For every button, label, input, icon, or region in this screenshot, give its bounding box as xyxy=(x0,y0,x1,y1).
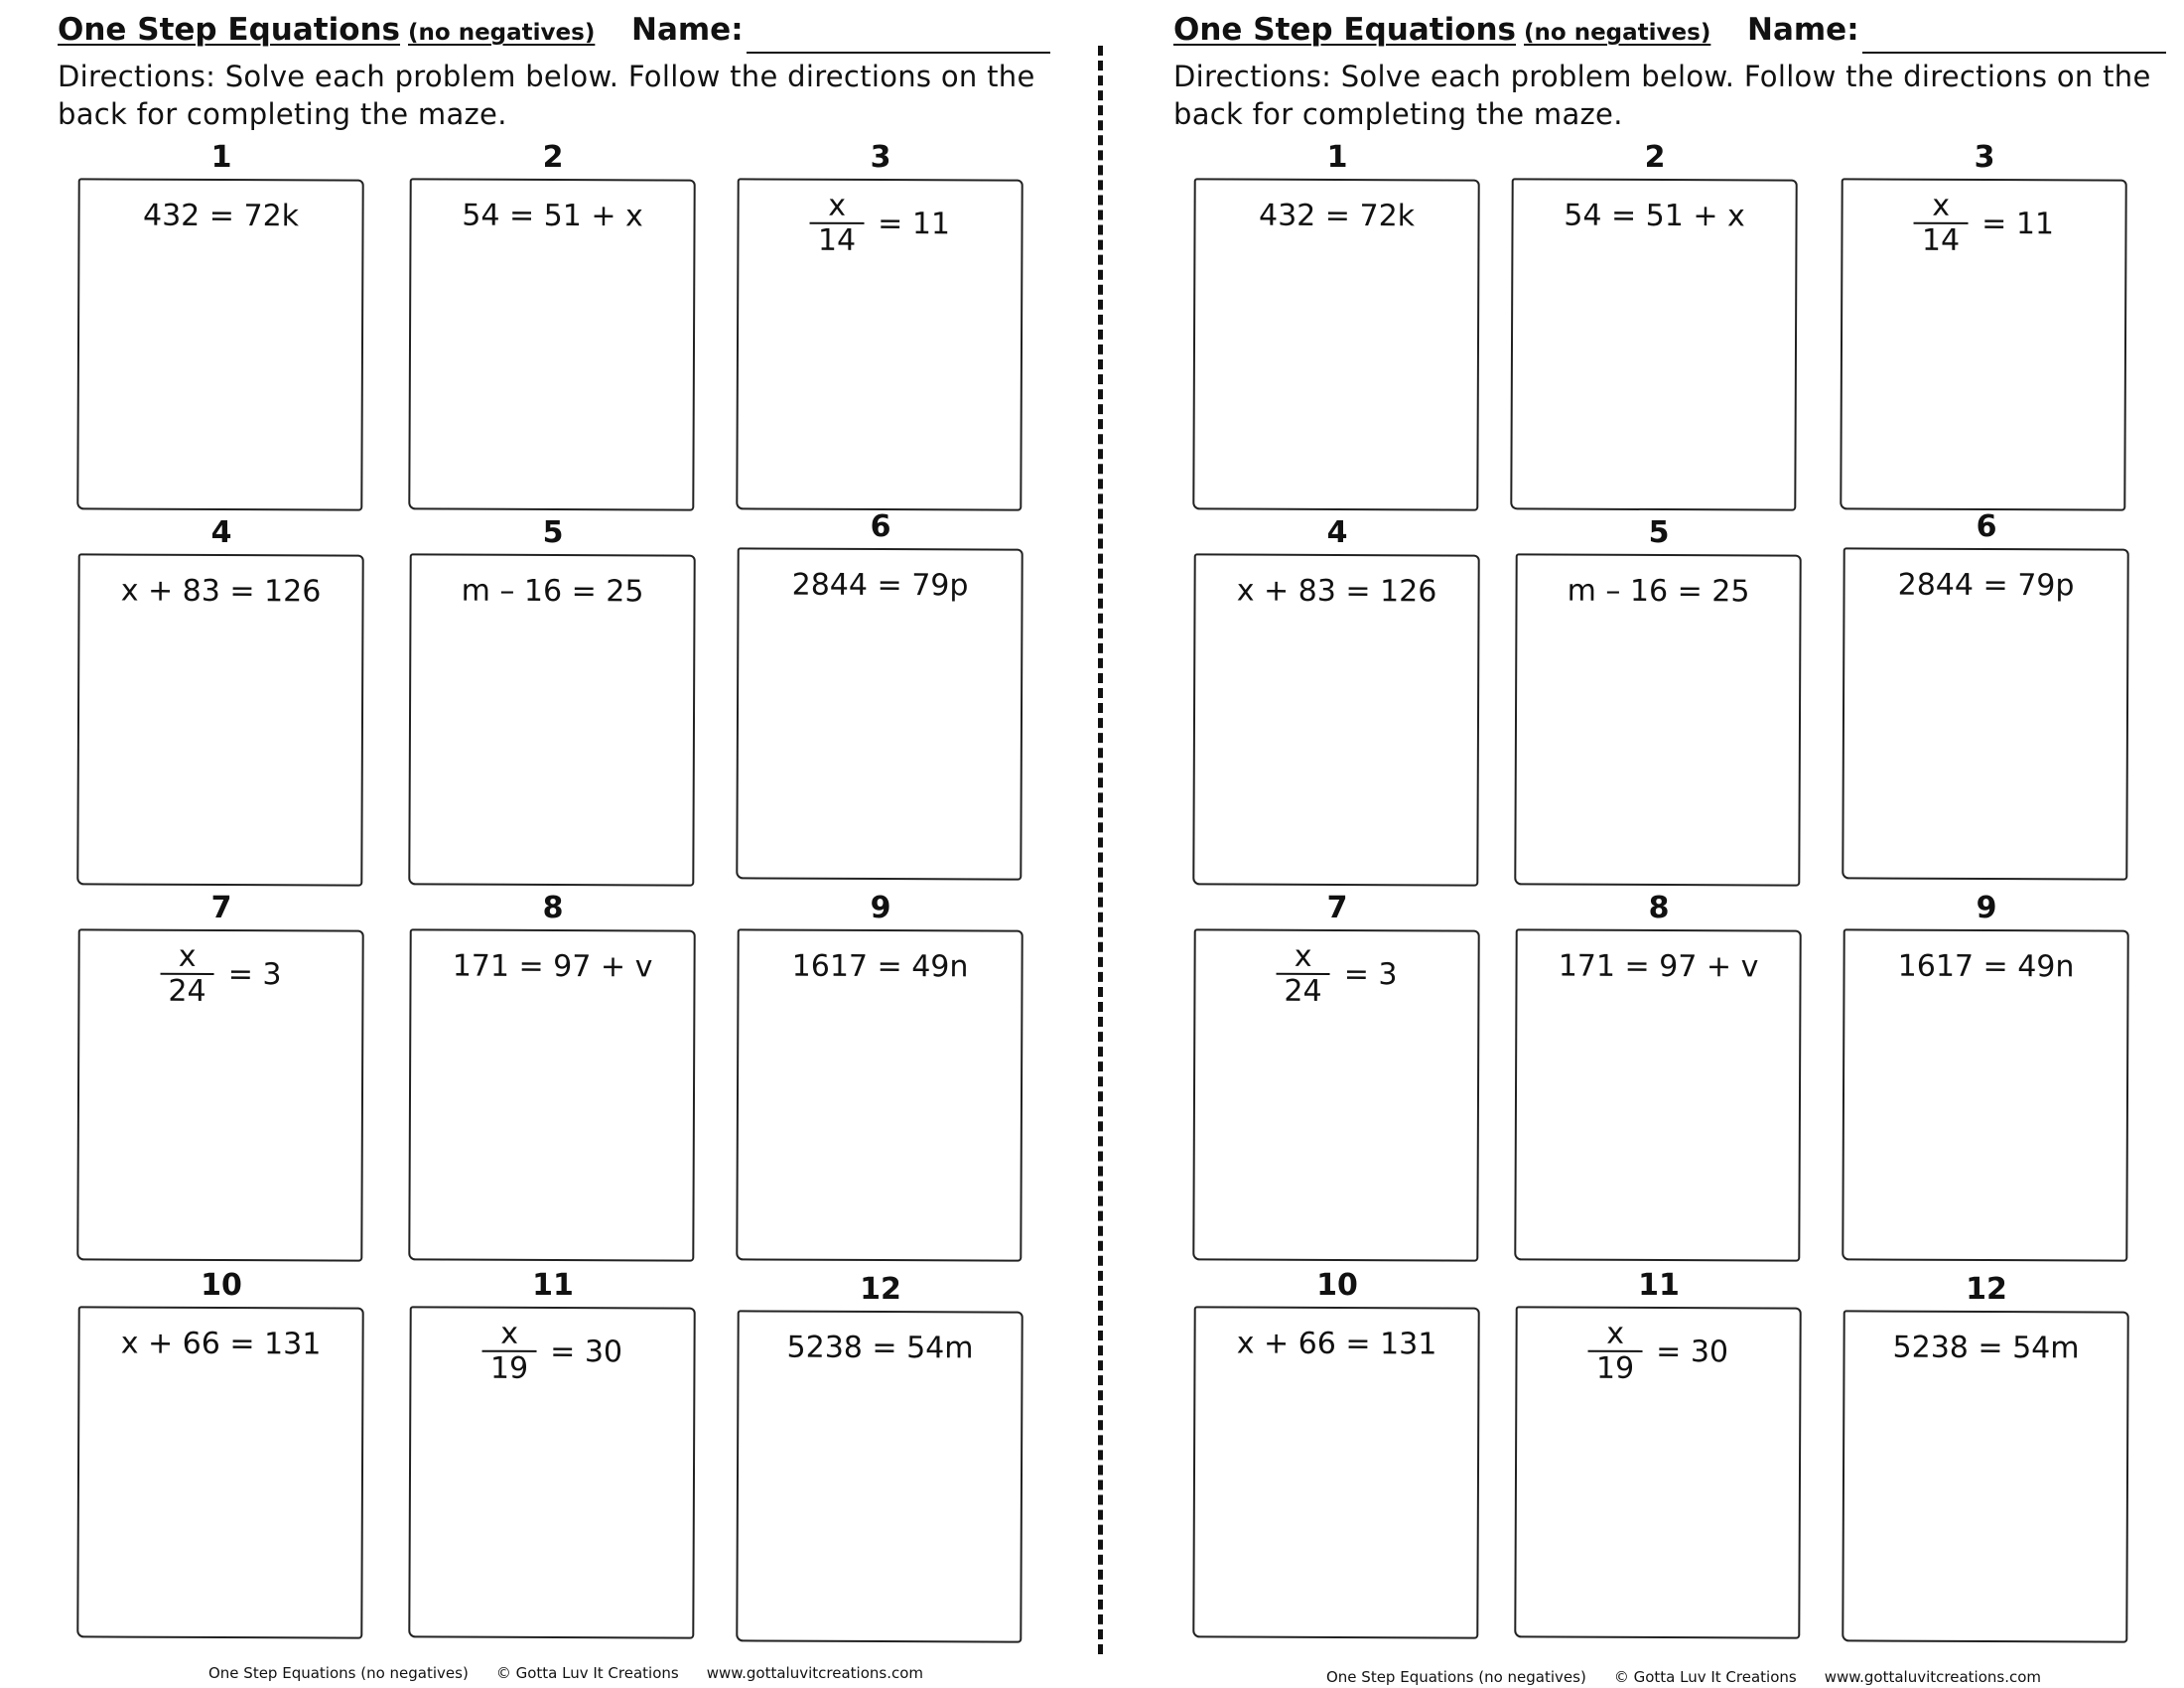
work-box[interactable] xyxy=(408,553,695,886)
denominator: 24 xyxy=(1276,973,1329,1009)
worksheet-subtitle: (no negatives) xyxy=(408,20,596,46)
footer-copyright: © Gotta Luv It Creations xyxy=(495,1664,679,1682)
problem-cell xyxy=(409,516,697,892)
numerator: x xyxy=(500,1316,519,1351)
problem-number: 9 xyxy=(870,891,891,925)
footer xyxy=(1148,1668,2184,1686)
fraction xyxy=(482,1316,536,1386)
equation: 1617 = 49n xyxy=(1897,948,2075,985)
equation-rest: = 11 xyxy=(878,206,951,242)
work-box[interactable] xyxy=(76,1306,363,1638)
work-box[interactable] xyxy=(1840,178,2126,510)
problem-cell xyxy=(1515,1269,1803,1644)
problem-number: 9 xyxy=(1976,891,1997,925)
fraction xyxy=(1588,1316,1642,1386)
problem-cell xyxy=(409,892,697,1267)
equation: 2844 = 79p xyxy=(791,567,969,604)
problem-cell xyxy=(1193,1269,1481,1644)
equation: 171 = 97 + v xyxy=(1558,948,1759,985)
problem-number: 10 xyxy=(201,1268,242,1303)
worksheet-title: One Step Equations xyxy=(1173,12,1517,48)
denominator: 19 xyxy=(482,1350,536,1386)
equation: 1617 = 49n xyxy=(791,948,969,985)
problem-cell xyxy=(1843,892,2130,1267)
problem-cell xyxy=(1843,1273,2130,1648)
worksheet-left-copy xyxy=(52,0,1124,1688)
problem-cell xyxy=(737,510,1024,886)
directions: Directions: Solve each problem below. Follow the directions on the back for completing the maze. xyxy=(58,60,1035,131)
work-box[interactable] xyxy=(736,1310,1023,1642)
problem-number: 12 xyxy=(860,1272,901,1307)
problem-number: 10 xyxy=(1316,1268,1358,1303)
work-box[interactable] xyxy=(1514,928,1801,1261)
denominator: 14 xyxy=(1914,222,1968,258)
problem-cell xyxy=(77,892,365,1267)
equation: 54 = 51 + x xyxy=(1564,198,1745,234)
work-box[interactable] xyxy=(1192,178,1479,510)
work-box[interactable] xyxy=(1192,553,1479,886)
work-box[interactable] xyxy=(1842,1310,2128,1642)
work-box[interactable] xyxy=(1192,1306,1479,1638)
equation: 54 = 51 + x xyxy=(462,198,643,234)
work-box[interactable] xyxy=(1510,178,1797,510)
work-box[interactable] xyxy=(1842,928,2128,1261)
work-box[interactable] xyxy=(736,928,1023,1261)
denominator: 19 xyxy=(1588,1350,1642,1386)
problem-cell xyxy=(1515,892,1803,1267)
equation: 5238 = 54m xyxy=(1892,1330,2080,1366)
equation: x + 66 = 131 xyxy=(120,1326,322,1362)
problem-number: 1 xyxy=(1326,140,1348,175)
dashed-cut-line xyxy=(1098,46,1103,1654)
fraction xyxy=(810,188,864,258)
footer-title: One Step Equations (no negatives) xyxy=(207,1664,469,1682)
problem-cell xyxy=(1193,141,1481,516)
work-box[interactable] xyxy=(1514,553,1801,886)
problem-cell xyxy=(1193,892,1481,1267)
problem-cell xyxy=(1193,516,1481,892)
denominator: 14 xyxy=(810,222,864,258)
problem-number: 11 xyxy=(1638,1268,1680,1303)
fraction xyxy=(160,938,213,1009)
problem-cell xyxy=(737,892,1024,1267)
equation-rest: = 30 xyxy=(550,1334,623,1370)
work-box[interactable] xyxy=(408,178,695,510)
problem-number: 2 xyxy=(542,140,564,175)
equation: 432 = 72k xyxy=(142,198,300,234)
equation-rest: = 30 xyxy=(1656,1334,1729,1370)
problem-number: 3 xyxy=(870,140,891,175)
name-field[interactable] xyxy=(747,52,1050,54)
problem-number: 4 xyxy=(210,515,232,550)
problem-number: 3 xyxy=(1974,140,1995,175)
work-box[interactable] xyxy=(76,178,363,510)
equation xyxy=(1843,190,2124,258)
problem-cell xyxy=(737,1273,1024,1648)
problem-number: 5 xyxy=(1648,515,1670,550)
numerator: x xyxy=(178,938,197,974)
work-box[interactable] xyxy=(408,928,695,1261)
problem-cell xyxy=(1511,141,1799,516)
footer-website[interactable]: www.gottaluvitcreations.com xyxy=(706,1664,924,1682)
fraction xyxy=(1914,188,1968,258)
worksheet-title: One Step Equations xyxy=(58,12,401,48)
problem-number: 7 xyxy=(210,891,232,925)
equation: 432 = 72k xyxy=(1258,198,1416,234)
work-box[interactable] xyxy=(1842,547,2128,880)
problem-cell xyxy=(1843,510,2130,886)
work-box[interactable] xyxy=(408,1306,695,1638)
problem-number: 12 xyxy=(1966,1272,2007,1307)
equation xyxy=(1517,1318,1799,1386)
footer-copyright: © Gotta Luv It Creations xyxy=(1613,1668,1797,1686)
equation xyxy=(1195,940,1477,1009)
footer-website[interactable]: www.gottaluvitcreations.com xyxy=(1824,1668,2042,1686)
work-box[interactable] xyxy=(76,553,363,886)
problem-number: 6 xyxy=(1976,509,1997,544)
problem-number: 2 xyxy=(1644,140,1666,175)
work-box[interactable] xyxy=(76,928,363,1261)
equation: m – 16 = 25 xyxy=(461,573,644,610)
numerator: x xyxy=(1932,188,1951,223)
problem-number: 1 xyxy=(210,140,232,175)
work-box[interactable] xyxy=(736,178,1023,510)
fraction xyxy=(1276,938,1329,1009)
equation: 171 = 97 + v xyxy=(452,948,653,985)
equation-rest: = 11 xyxy=(1981,206,2055,242)
problem-number: 7 xyxy=(1326,891,1348,925)
problem-number: 8 xyxy=(1648,891,1670,925)
footer-title: One Step Equations (no negatives) xyxy=(1325,1668,1586,1686)
directions: Directions: Solve each problem below. Follow the directions on the back for completing the maze. xyxy=(1173,60,2151,131)
problem-number: 5 xyxy=(542,515,564,550)
problem-cell xyxy=(77,516,365,892)
equation xyxy=(411,1318,693,1386)
equation-rest: = 3 xyxy=(227,957,282,993)
problem-cell xyxy=(77,141,365,516)
header xyxy=(58,12,1110,60)
name-label: Name: xyxy=(1747,12,1859,48)
numerator: x xyxy=(1294,938,1312,974)
problem-cell xyxy=(1841,141,2128,516)
numerator: x xyxy=(1606,1316,1625,1351)
equation: x + 83 = 126 xyxy=(1236,573,1437,610)
equation: x + 83 = 126 xyxy=(120,573,322,610)
problem-number: 8 xyxy=(542,891,564,925)
worksheet-right-copy xyxy=(1167,0,2184,1688)
numerator: x xyxy=(828,188,847,223)
denominator: 24 xyxy=(160,973,213,1009)
problem-grid xyxy=(77,141,1030,1670)
problem-number: 4 xyxy=(1326,515,1348,550)
equation: m – 16 = 25 xyxy=(1567,573,1750,610)
work-box[interactable] xyxy=(736,547,1023,880)
problem-cell xyxy=(409,1269,697,1644)
equation-rest: = 3 xyxy=(1343,957,1398,993)
name-field[interactable] xyxy=(1862,52,2166,54)
equation: 2844 = 79p xyxy=(1897,567,2075,604)
problem-cell xyxy=(77,1269,365,1644)
problem-cell xyxy=(1515,516,1803,892)
work-box[interactable] xyxy=(1192,928,1479,1261)
equation xyxy=(739,190,1021,258)
equation: x + 66 = 131 xyxy=(1236,1326,1437,1362)
problem-cell xyxy=(409,141,697,516)
worksheet-subtitle: (no negatives) xyxy=(1524,20,1711,46)
work-box[interactable] xyxy=(1514,1306,1801,1638)
problem-grid xyxy=(1193,141,2146,1670)
equation xyxy=(79,940,361,1009)
problem-number: 6 xyxy=(870,509,891,544)
equation: 5238 = 54m xyxy=(786,1330,974,1366)
problem-cell xyxy=(737,141,1024,516)
problem-number: 11 xyxy=(532,1268,574,1303)
name-label: Name: xyxy=(631,12,744,48)
footer xyxy=(30,1664,1102,1682)
header xyxy=(1173,12,2184,60)
